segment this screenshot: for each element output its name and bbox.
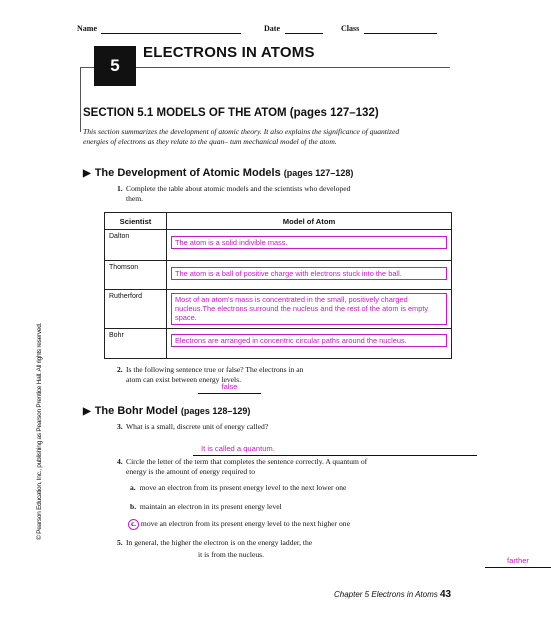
header-model: Model of Atom bbox=[167, 213, 452, 230]
question-3-text: What is a small, discrete unit of energy called? bbox=[126, 422, 269, 431]
chapter-number-badge: 5 bbox=[94, 46, 136, 86]
question-4-text: Circle the letter of the term that completes the sentence correctly. A quantum of energy is the amount of energy required to bbox=[126, 457, 368, 476]
name-field[interactable] bbox=[101, 33, 241, 34]
option-a[interactable] bbox=[130, 483, 346, 493]
question-5-number: 5. bbox=[117, 538, 123, 547]
question-5-answer: farther bbox=[507, 556, 529, 566]
footer-text: Chapter 5 Electrons in Atoms bbox=[334, 590, 438, 599]
copyright-notice: © Pearson Education, Inc., publishing as Pearson Prentice Hall. All rights reserved. bbox=[36, 322, 43, 540]
answer-box[interactable]: The atom is a solid indivible mass. bbox=[171, 236, 447, 249]
part1-heading bbox=[83, 167, 353, 179]
option-text: maintain an electron in its present energy level bbox=[139, 502, 282, 511]
scientist-cell: Thomson bbox=[105, 261, 167, 290]
model-cell[interactable] bbox=[167, 328, 452, 358]
class-field[interactable] bbox=[364, 33, 437, 34]
selected-circle-icon: c. bbox=[128, 519, 139, 530]
table-row bbox=[105, 261, 452, 290]
model-cell[interactable] bbox=[167, 230, 452, 261]
answer-box[interactable]: Most of an atom's mass is concentrated in the small, positively charged nucleus.The electrons surround the nucleus and the rest of the atom is empty space. bbox=[171, 293, 447, 325]
option-text: move an electron from its present energy level to the next lower one bbox=[139, 483, 347, 492]
question-1-number: 1. bbox=[117, 184, 123, 193]
option-letter: b. bbox=[130, 502, 137, 511]
scientist-cell: Bohr bbox=[105, 328, 167, 358]
part1-pages: (pages 127–128) bbox=[283, 168, 354, 178]
date-field[interactable] bbox=[285, 33, 323, 34]
answer-box[interactable]: Electrons are arranged in concentric circular paths around the nucleus. bbox=[171, 334, 447, 347]
option-c[interactable] bbox=[128, 519, 350, 530]
date-label: Date bbox=[264, 24, 280, 33]
part1-heading-text: The Development of Atomic Models bbox=[94, 167, 281, 179]
part2-heading bbox=[83, 405, 250, 417]
page-footer bbox=[334, 589, 451, 600]
question-5-answer-field[interactable] bbox=[485, 556, 551, 568]
question-2-text: Is the following sentence true or false? The electrons in an atom can exist between energy levels. bbox=[126, 365, 304, 384]
option-letter: a. bbox=[130, 483, 136, 492]
question-2-number: 2. bbox=[117, 365, 123, 374]
scientist-cell: Dalton bbox=[105, 230, 167, 261]
table-row bbox=[105, 230, 452, 261]
class-label: Class bbox=[341, 24, 360, 33]
section-title: SECTION 5.1 MODELS OF THE ATOM (pages 127–132) bbox=[83, 107, 379, 119]
header-scientist: Scientist bbox=[105, 213, 167, 230]
model-cell[interactable] bbox=[167, 290, 452, 329]
question-5-text-end: it is from the nucleus. bbox=[198, 550, 265, 559]
question-2-answer: false bbox=[221, 382, 238, 392]
page-number: 43 bbox=[439, 589, 452, 600]
chapter-rule-vertical bbox=[80, 67, 81, 132]
section-intro: This section summarizes the development of atomic theory. It also explains the significance of quantized energies of electrons as they relate to the quan– tum mechanical model of the atom. bbox=[83, 127, 400, 146]
model-cell[interactable] bbox=[167, 261, 452, 290]
triangle-bullet-icon: ▶ bbox=[83, 406, 91, 417]
triangle-bullet-icon: ▶ bbox=[83, 168, 91, 179]
question-4-number: 4. bbox=[117, 457, 123, 466]
table-row bbox=[105, 328, 452, 358]
question-5-text: In general, the higher the electron is on the energy ladder, the bbox=[126, 538, 313, 547]
question-3-number: 3. bbox=[117, 422, 123, 431]
part2-pages: (pages 128–129) bbox=[180, 406, 251, 416]
option-text: move an electron from its present energy level to the next higher one bbox=[140, 519, 350, 528]
scientist-cell: Rutherford bbox=[105, 290, 167, 329]
question-3-answer: It is called a quantum. bbox=[201, 444, 275, 454]
atom-model-table bbox=[104, 212, 452, 359]
question-3-answer-field[interactable] bbox=[193, 444, 477, 456]
question-1-text: Complete the table about atomic models and the scientists who developed them. bbox=[126, 184, 351, 203]
question-2-answer-field[interactable] bbox=[198, 382, 261, 394]
option-b[interactable] bbox=[130, 502, 282, 512]
table-header-row bbox=[105, 213, 452, 230]
answer-box[interactable]: The atom is a ball of positive charge with electrons stuck into the ball. bbox=[171, 267, 447, 280]
table-row bbox=[105, 290, 452, 329]
name-label: Name bbox=[77, 24, 97, 33]
chapter-title: ELECTRONS IN ATOMS bbox=[143, 44, 315, 61]
part2-heading-text: The Bohr Model bbox=[94, 405, 178, 417]
